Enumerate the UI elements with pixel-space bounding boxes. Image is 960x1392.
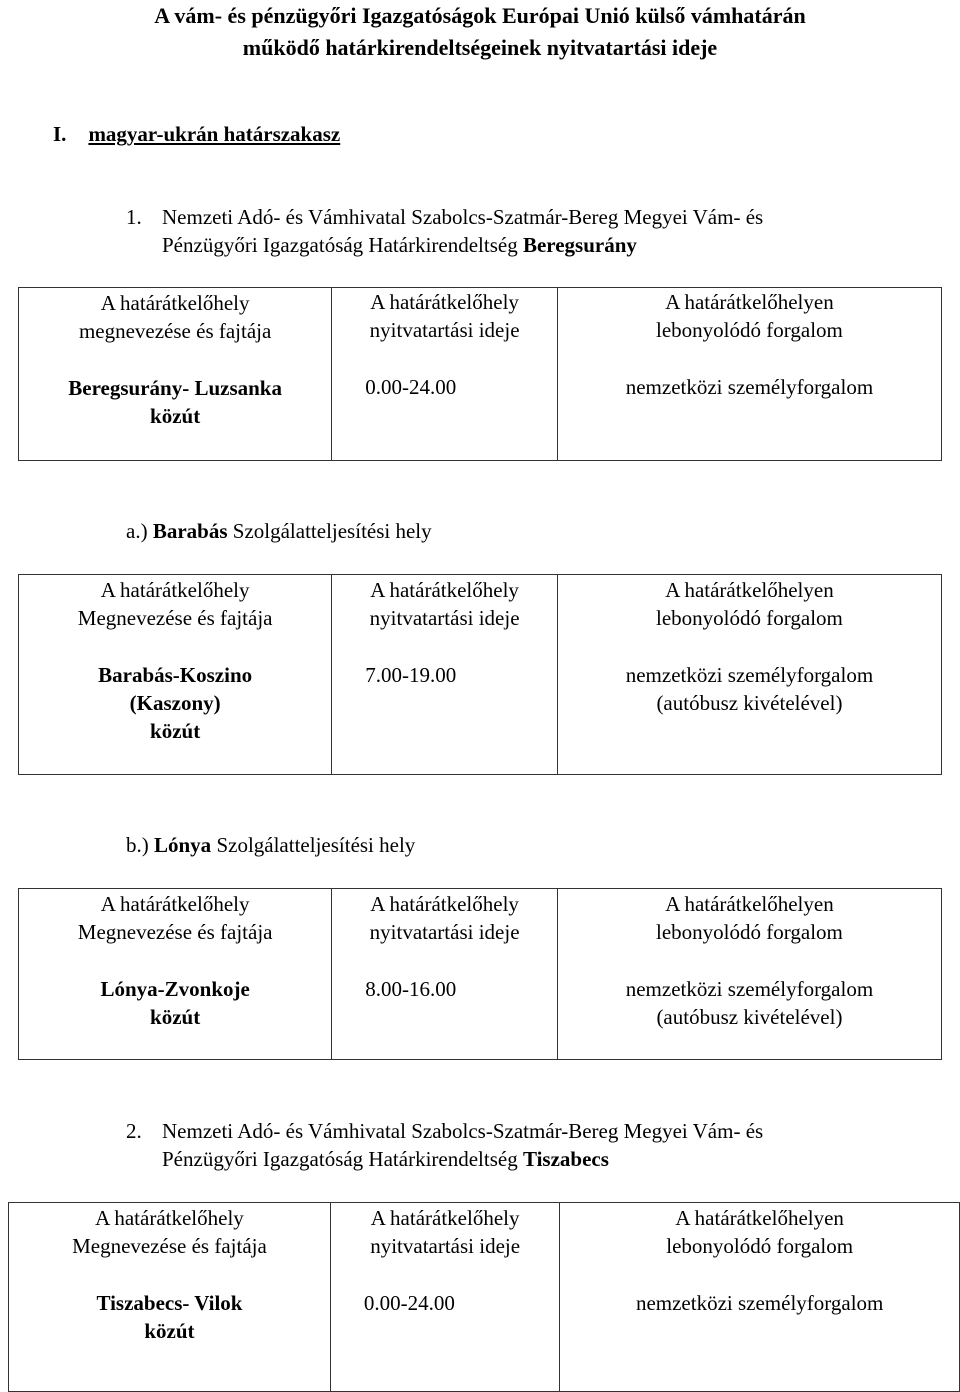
subsection-a-bold: Barabás	[152, 519, 228, 543]
subsection-a-label: a.)	[126, 519, 148, 543]
crossing-type: közút	[150, 404, 201, 428]
header-traffic-line-1: A határátkelőhelyen	[665, 290, 834, 314]
crossing-name-alt: (Kaszony)	[129, 691, 221, 715]
table-3-col2-cell	[332, 889, 558, 1060]
header-traffic-line-2: lebonyolódó forgalom	[656, 920, 843, 944]
header-hours-line-2: nyitvatartási ideje	[370, 1234, 521, 1258]
header-name-line-2: Megnevezése és fajtája	[77, 920, 273, 944]
paragraph-1-line-2	[162, 231, 906, 259]
page-title	[0, 0, 960, 64]
opening-hours: 8.00-16.00	[365, 977, 457, 1001]
section-number: I.	[53, 122, 67, 146]
crossing-name: Tiszabecs- Vilok	[96, 1291, 243, 1315]
subsection-b	[126, 831, 415, 859]
traffic-type: nemzetközi személyforgalom	[625, 375, 874, 399]
paragraph-2-line-2	[162, 1145, 906, 1173]
crossing-table-1	[18, 287, 942, 461]
crossing-table-3	[18, 888, 942, 1060]
paragraph-2-text: Pénzügyőri Igazgatóság Határkirendeltség	[162, 1147, 518, 1171]
traffic-type: nemzetközi személyforgalom	[625, 663, 874, 687]
header-name-line-1: A határátkelőhely	[100, 892, 250, 916]
header-name-line-2: Megnevezése és fajtája	[77, 606, 273, 630]
subsection-b-label: b.)	[126, 833, 149, 857]
header-hours-line-2: nyitvatartási ideje	[369, 606, 520, 630]
header-traffic-line-2: lebonyolódó forgalom	[666, 1234, 854, 1258]
traffic-note: (autóbusz kivételével)	[656, 691, 843, 715]
table-4-col2-cell	[330, 1203, 559, 1392]
traffic-type: nemzetközi személyforgalom	[635, 1291, 884, 1315]
table-2-col2-cell	[332, 575, 558, 775]
crossing-type: közút	[144, 1319, 195, 1343]
paragraph-1-line-1: Nemzeti Adó- és Vámhivatal Szabolcs-Szatmár-Bereg Megyei Vám- és	[162, 205, 764, 229]
crossing-table-4	[8, 1202, 960, 1392]
crossing-table-2	[18, 574, 942, 775]
header-traffic-line-1: A határátkelőhelyen	[665, 578, 834, 602]
opening-hours: 0.00-24.00	[363, 1291, 455, 1315]
header-traffic-line-2: lebonyolódó forgalom	[656, 606, 843, 630]
header-hours-line-2: nyitvatartási ideje	[369, 920, 520, 944]
opening-hours: 7.00-19.00	[365, 663, 457, 687]
header-name-line-1: A határátkelőhely	[95, 1206, 244, 1230]
table-4-col1-cell	[9, 1203, 331, 1392]
paragraph-2	[126, 1117, 906, 1173]
paragraph-2-line-1: Nemzeti Adó- és Vámhivatal Szabolcs-Szatmár-Bereg Megyei Vám- és	[162, 1119, 764, 1143]
table-2-col1-cell	[19, 575, 332, 775]
subsection-a-text: Szolgálatteljesítési hely	[232, 519, 432, 543]
crossing-name: Lónya-Zvonkoje	[100, 977, 250, 1001]
traffic-note: (autóbusz kivételével)	[656, 1005, 843, 1029]
subsection-b-text: Szolgálatteljesítési hely	[216, 833, 416, 857]
title-line-2: működő határkirendeltségeinek nyitvatartási ideje	[242, 35, 718, 60]
header-name-line-1: A határátkelőhely	[100, 578, 250, 602]
paragraph-2-number: 2.	[126, 1119, 142, 1143]
table-1-col3-cell	[557, 288, 941, 461]
crossing-name: Barabás-Koszino	[98, 663, 253, 687]
table-1-col1-cell	[19, 288, 332, 461]
paragraph-1	[126, 203, 906, 259]
header-hours-line-1: A határátkelőhely	[370, 290, 519, 314]
subsection-a	[126, 517, 432, 545]
table-1-col2-cell	[332, 288, 558, 461]
paragraph-1-text: Pénzügyőri Igazgatóság Határkirendeltség	[162, 233, 518, 257]
table-3-col1-cell	[19, 889, 332, 1060]
header-hours-line-2: nyitvatartási ideje	[369, 318, 520, 342]
subsection-b-bold: Lónya	[154, 833, 212, 857]
header-name-line-1: A határátkelőhely	[100, 291, 250, 315]
paragraph-1-bold: Beregsurány	[522, 233, 637, 257]
section-heading	[53, 120, 340, 148]
crossing-type: közút	[150, 1005, 201, 1029]
opening-hours: 0.00-24.00	[365, 375, 457, 399]
header-traffic-line-2: lebonyolódó forgalom	[656, 318, 843, 342]
header-hours-line-1: A határátkelőhely	[370, 1206, 520, 1230]
title-line-1: A vám- és pénzügyőri Igazgatóságok Európai Unió külső vámhatárán	[154, 3, 806, 28]
header-name-line-2: megnevezése és fajtája	[78, 319, 272, 343]
table-3-col3-cell	[557, 889, 941, 1060]
table-4-col3-cell	[560, 1203, 960, 1392]
paragraph-2-bold: Tiszabecs	[522, 1147, 609, 1171]
header-traffic-line-1: A határátkelőhelyen	[675, 1206, 844, 1230]
header-name-line-2: Megnevezése és fajtája	[72, 1234, 267, 1258]
crossing-name: Beregsurány- Luzsanka	[68, 376, 282, 400]
header-hours-line-1: A határátkelőhely	[370, 578, 519, 602]
table-2-col3-cell	[557, 575, 941, 775]
paragraph-1-number: 1.	[126, 205, 142, 229]
traffic-type: nemzetközi személyforgalom	[625, 977, 874, 1001]
section-text: magyar-ukrán határszakasz	[88, 122, 341, 146]
header-traffic-line-1: A határátkelőhelyen	[665, 892, 834, 916]
crossing-type: közút	[150, 719, 201, 743]
header-hours-line-1: A határátkelőhely	[370, 892, 519, 916]
